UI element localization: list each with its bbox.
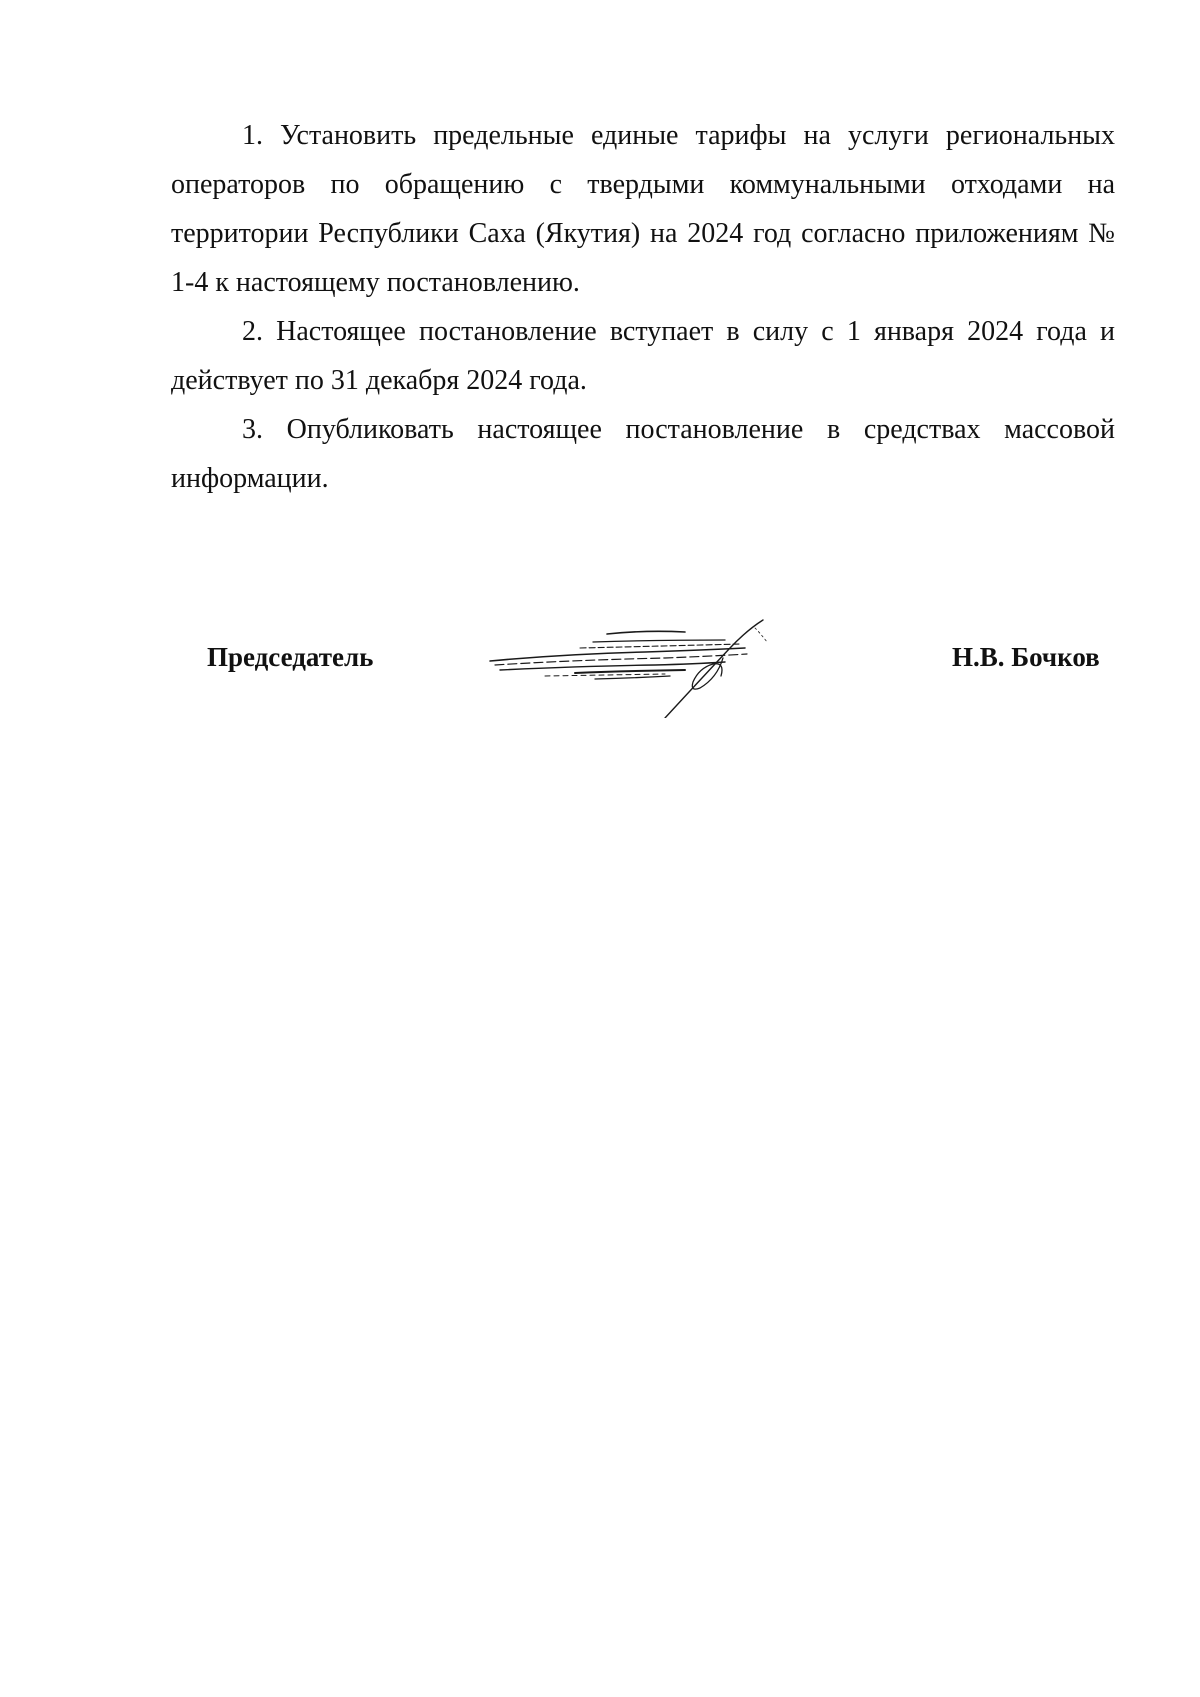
paragraph-2: 2. Настоящее постановление вступает в силу с 1 января 2024 года и действует по 31 декабря 2024 года.: [171, 316, 1115, 396]
signatory-name: Н.В. Бочков: [952, 642, 1100, 672]
handwritten-signature-icon: [485, 618, 795, 718]
signatory-position: Председатель: [207, 642, 374, 672]
paragraph-3: 3. Опубликовать настоящее постановление в средствах массовой информации.: [171, 414, 1115, 494]
document-body: [171, 111, 1115, 503]
paragraph-1: 1. Установить предельные единые тарифы на услуги региональных операторов по обращению с твердыми коммунальными отходами на территории Республики Саха (Якутия) на 2024 год согласно приложениям № 1-4 к настоящему постановлению.: [171, 120, 1115, 298]
